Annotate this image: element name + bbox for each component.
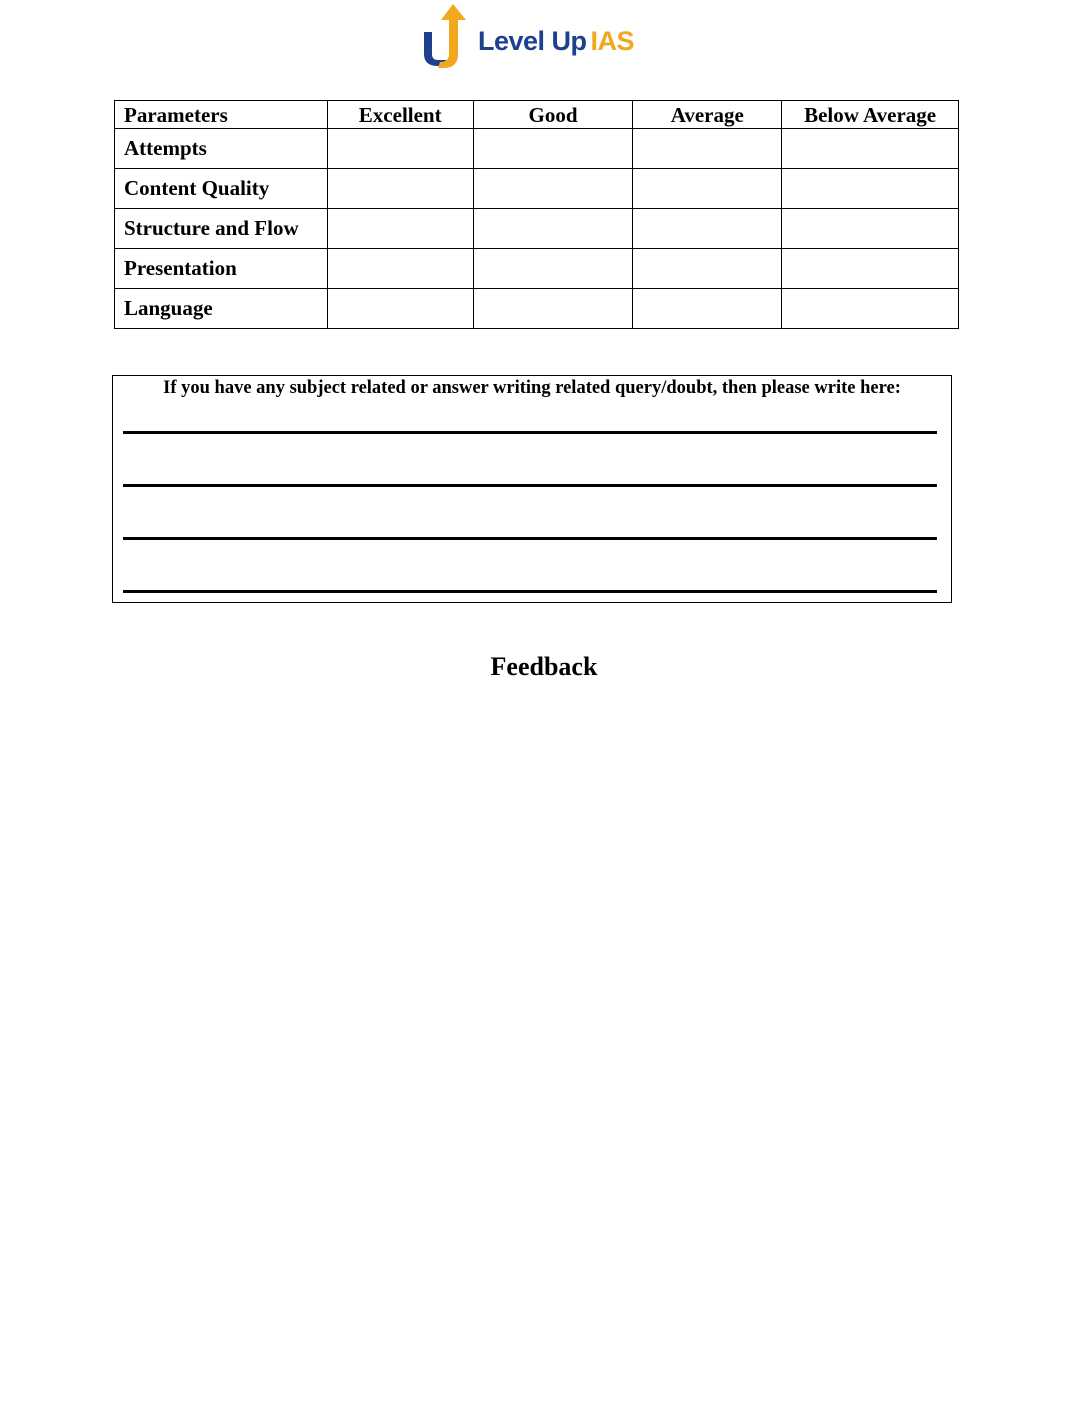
table-row: [115, 169, 959, 209]
u-arrow-logo-icon: [420, 4, 480, 70]
row-label: Language: [115, 289, 328, 329]
header-excellent: Excellent: [327, 101, 473, 129]
rating-cell[interactable]: [633, 169, 782, 209]
rating-cell[interactable]: [633, 289, 782, 329]
rating-cell[interactable]: [327, 289, 473, 329]
feedback-title: Feedback: [490, 652, 598, 681]
rating-cell[interactable]: [633, 129, 782, 169]
table-row: [115, 129, 959, 169]
answer-line[interactable]: [123, 590, 937, 593]
row-label: Content Quality: [115, 169, 328, 209]
table-row: [115, 209, 959, 249]
rating-cell[interactable]: [782, 129, 959, 169]
table-header-row: [115, 101, 959, 129]
query-prompt: If you have any subject related or answer writing related query/doubt, then please write here:: [163, 378, 901, 398]
rating-cell[interactable]: [327, 129, 473, 169]
header-average: Average: [633, 101, 782, 129]
header-parameters: Parameters: [115, 101, 328, 129]
answer-line[interactable]: [123, 537, 937, 540]
rating-cell[interactable]: [327, 249, 473, 289]
rating-cell[interactable]: [782, 289, 959, 329]
rating-cell[interactable]: [782, 249, 959, 289]
rating-cell[interactable]: [633, 209, 782, 249]
evaluation-rubric-table: [114, 100, 959, 329]
rating-cell[interactable]: [473, 289, 633, 329]
row-label: Structure and Flow: [115, 209, 328, 249]
table-row: [115, 289, 959, 329]
logo: [420, 4, 680, 70]
header-good: Good: [473, 101, 633, 129]
header-below-average: Below Average: [782, 101, 959, 129]
rating-cell[interactable]: [473, 209, 633, 249]
table-row: [115, 249, 959, 289]
rating-cell[interactable]: [327, 169, 473, 209]
logo-text-primary: Level Up: [478, 26, 587, 56]
rating-cell[interactable]: [473, 129, 633, 169]
row-label: Presentation: [115, 249, 328, 289]
answer-line[interactable]: [123, 484, 937, 487]
answer-line[interactable]: [123, 431, 937, 434]
rating-cell[interactable]: [473, 169, 633, 209]
logo-text-accent: IAS: [590, 26, 635, 56]
query-box: [112, 375, 952, 603]
rating-cell[interactable]: [327, 209, 473, 249]
row-label: Attempts: [115, 129, 328, 169]
rating-cell[interactable]: [782, 209, 959, 249]
rating-cell[interactable]: [782, 169, 959, 209]
logo-text: [478, 26, 634, 57]
rating-cell[interactable]: [473, 249, 633, 289]
rating-cell[interactable]: [633, 249, 782, 289]
